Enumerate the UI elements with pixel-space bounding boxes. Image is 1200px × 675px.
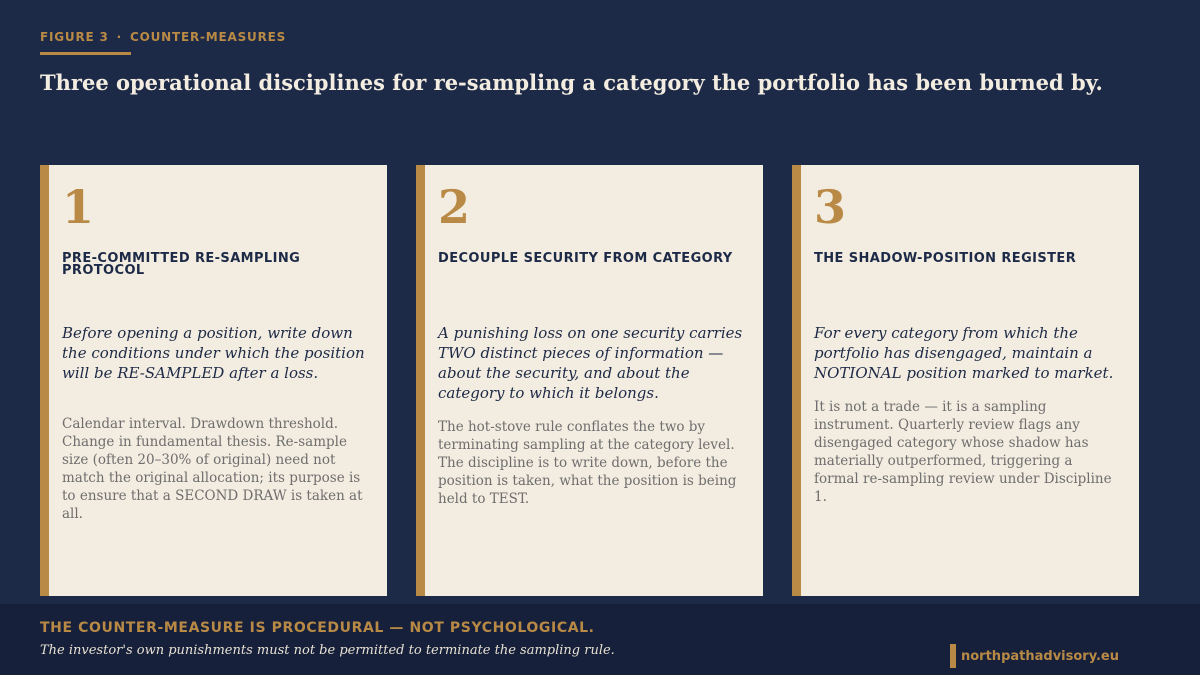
page-title: Three operational disciplines for re-sampling a category the portfolio has been burned by.	[40, 70, 1103, 95]
footer-band	[0, 604, 1200, 675]
card-title: DECOUPLE SECURITY FROM CATEGORY	[438, 251, 733, 266]
card-lead: For every category from which the portfolio has disengaged, maintain a NOTIONAL position marked to market.	[814, 324, 1114, 382]
card-accent-bar	[792, 165, 801, 596]
brand-mark-icon	[950, 644, 956, 668]
discipline-card-2	[416, 165, 763, 596]
footer-subtitle: The investor's own punishments must not be permitted to terminate the sampling rule.	[40, 643, 615, 658]
kicker-rule	[40, 52, 131, 55]
card-body: Calendar interval. Drawdown threshold. Change in fundamental thesis. Re-sample size (often 20–30% of original) need not match the original allocation; its purpose is to ensure that a SECOND DRAW is taken at all.	[62, 416, 363, 522]
card-accent-bar	[416, 165, 425, 596]
footer-title: THE COUNTER-MEASURE IS PROCEDURAL — NOT PSYCHOLOGICAL.	[40, 620, 595, 636]
card-number: 2	[438, 180, 471, 234]
discipline-card-3	[792, 165, 1139, 596]
card-lead: A punishing loss on one security carries TWO distinct pieces of information — about the security, and about the category to which it belongs.	[438, 324, 743, 402]
section-label: COUNTER-MEASURES	[129, 30, 287, 44]
brand-url: northpathadvisory.eu	[961, 648, 1119, 664]
figure-kicker	[40, 30, 286, 44]
card-body: The hot-stove rule conflates the two by terminating sampling at the category level. The discipline is to write down, before the position is taken, what the position is being held to TEST.	[438, 419, 737, 507]
card-title: PRE-COMMITTED RE-SAMPLING PROTOCOL	[62, 251, 301, 278]
card-accent-bar	[40, 165, 49, 596]
card-number: 3	[814, 180, 847, 234]
brand	[950, 644, 1119, 668]
card-body: It is not a trade — it is a sampling instrument. Quarterly review flags any disengaged category whose shadow has materially outperformed, triggering a formal re-sampling review under Discipline 1.	[814, 399, 1112, 505]
discipline-card-1	[40, 165, 387, 596]
card-number: 1	[62, 180, 95, 234]
card-lead: Before opening a position, write down the conditions under which the position will be RE-SAMPLED after a loss.	[62, 324, 365, 382]
figure-label: FIGURE 3	[40, 30, 109, 44]
kicker-separator: ·	[116, 30, 122, 44]
card-title: THE SHADOW-POSITION REGISTER	[814, 251, 1077, 266]
